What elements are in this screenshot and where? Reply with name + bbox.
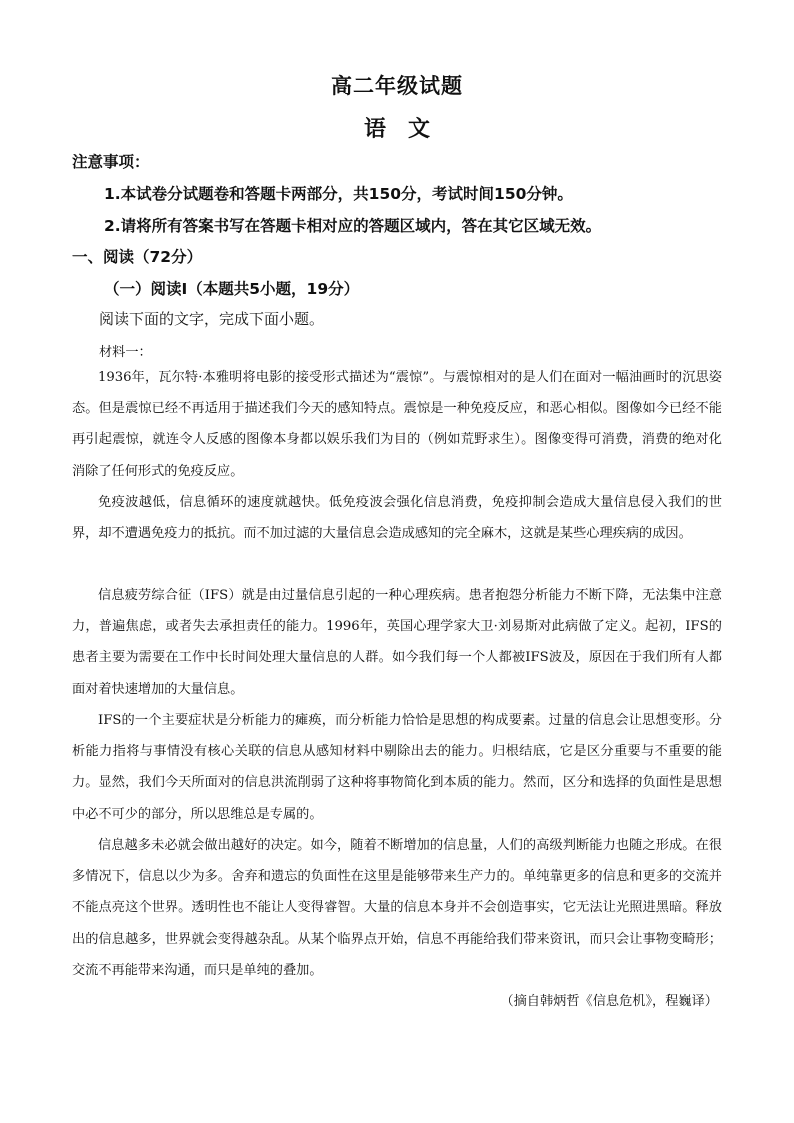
paragraph-3: 信息疲劳综合征（IFS）就是由过量信息引起的一种心理疾病。患者抱怨分析能力不断下降，无法集中注意力，普遍焦虑，或者失去承担责任的能力。1996年，英国心理学家大卫·刘易斯对此病做了定义。起初，IFS的患者主要为需要在工作中长时间处理大量信息的人群。如今我们每一个人都被IFS波及，原因在于我们所有人都面对着快速增加的大量信息。 bbox=[72, 588, 722, 697]
paragraph-4: IFS的一个主要症状是分析能力的瘫痪，而分析能力恰恰是思想的构成要素。过量的信息会让思想变形。分析能力指将与事情没有核心关联的信息从感知材料中剔除出去的能力。归根结底，它是区分重要与不重要的能力。显然，我们今天所面对的信息洪流削弱了这种将事物简化到本质的能力。然而，区分和选择的负面性是思想中必不可少的部分，所以思维总是专属的。 bbox=[72, 713, 722, 822]
paragraph-5: 信息越多未必就会做出越好的决定。如今，随着不断增加的信息量，人们的高级判断能力也随之形成。在很多情况下，信息以少为多。舍弃和遗忘的负面性在这里是能够带来生产力的。单纯靠更多的信息和更多的交流并不能点亮这个世界。透明性也不能让人变得睿智。大量的信息本身并不会创造事实，它无法让光照进黑暗。释放出的信息越多，世界就会变得越杂乱。从某个临界点开始，信息不再能给我们带来资讯，而只会让事物变畸形；交流不再能带来沟通，而只是单纯的叠加。 bbox=[72, 838, 722, 978]
notice-heading: 注意事项： bbox=[72, 153, 150, 171]
section-subheading: （一）阅读Ⅰ（本题共5小题，19分） bbox=[104, 280, 360, 298]
notice-item-1: 1.本试卷分试题卷和答题卡两部分，共150分，考试时间150分钟。 bbox=[104, 185, 573, 203]
exam-title: 高二年级试题 bbox=[331, 74, 463, 98]
paragraph-1: 1936年，瓦尔特·本雅明将电影的接受形式描述为“震惊”。与震惊相对的是人们在面对一幅油画时的沉思姿态。但是震惊已经不再适用于描述我们今天的感知特点。震惊是一种免疫反应，和恶心相似。图像如今已经不能再引起震惊，就连令人反感的图像本身都以娱乐我们为目的（例如荒野求生）。图像变得可消费，消费的绝对化消除了任何形式的免疫反应。 bbox=[72, 370, 722, 479]
source-citation: （摘自韩炳哲《信息危机》，程巍译） bbox=[500, 994, 718, 1009]
paragraph-2: 免疫波越低，信息循环的速度就越快。低免疫波会强化信息消费，免疫抑制会造成大量信息侵入我们的世界，却不遭遇免疫力的抵抗。而不加过滤的大量信息会造成感知的完全麻木，这就是某些心理疾病的成因。 bbox=[72, 495, 722, 542]
subject-title bbox=[0, 112, 794, 143]
notice-item-2: 2.请将所有答案书写在答题卡相对应的答题区域内，答在其它区域无效。 bbox=[104, 217, 602, 235]
subject-char-2: 文 bbox=[408, 117, 431, 142]
reading-instruction: 阅读下面的文字，完成下面小题。 bbox=[99, 310, 325, 328]
section-heading: 一、阅读（72分） bbox=[72, 248, 203, 266]
material-label: 材料一： bbox=[99, 345, 152, 360]
subject-char-1: 语 bbox=[363, 117, 386, 142]
